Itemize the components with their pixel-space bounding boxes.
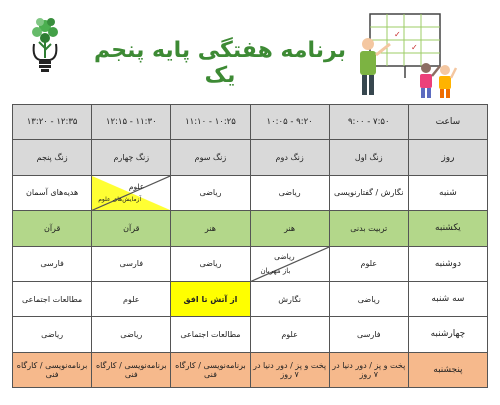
- bell-cell: زنگ پنجم: [13, 140, 92, 175]
- page-header: [0, 0, 500, 100]
- split-class-cell: [250, 246, 329, 281]
- weekly-schedule-table: [12, 104, 488, 388]
- class-cell: علوم: [329, 246, 408, 281]
- class-cell: فارسی: [13, 246, 92, 281]
- time-cell: ۹:۲۰ - ۱۰:۰۵: [250, 105, 329, 140]
- class-cell: پخت و پز / دور دنیا در ۷ روز: [250, 352, 329, 387]
- bell-cell: زنگ اول: [329, 140, 408, 175]
- class-cell: ریاضی: [92, 317, 171, 352]
- bell-cell: زنگ سوم: [171, 140, 250, 175]
- class-cell: هدیه‌های آسمان: [13, 175, 92, 210]
- page-title: برنامه هفتگی پایه پنجم یک: [93, 38, 346, 88]
- table-row-monday: [13, 246, 488, 281]
- split-class-cell: [92, 175, 171, 210]
- table-row-bells: [13, 140, 488, 175]
- time-cell: ۱۰:۲۵ - ۱۱:۱۰: [171, 105, 250, 140]
- day-name: سه شنبه: [408, 281, 487, 316]
- class-cell: ریاضی: [250, 175, 329, 210]
- day-name: چهارشنبه: [408, 317, 487, 352]
- bell-cell: زنگ دوم: [250, 140, 329, 175]
- class-cell: ریاضی: [13, 317, 92, 352]
- table-row-tuesday: [13, 281, 488, 316]
- highlighted-class-cell: از آتش تا افق: [171, 281, 250, 316]
- class-cell: هنر: [250, 211, 329, 246]
- class-cell: ریاضی: [329, 281, 408, 316]
- time-cell: ۷:۵۰ - ۹:۰۰: [329, 105, 408, 140]
- class-cell: فارسی: [92, 246, 171, 281]
- class-cell: علوم: [250, 317, 329, 352]
- class-cell: تربیت بدنی: [329, 211, 408, 246]
- class-cell: برنامه‌نویسی / کارگاه فنی: [171, 352, 250, 387]
- class-cell: هنر: [171, 211, 250, 246]
- class-cell: برنامه‌نویسی / کارگاه فنی: [13, 352, 92, 387]
- class-cell: برنامه‌نویسی / کارگاه فنی: [92, 352, 171, 387]
- class-cell: مطالعات اجتماعی: [13, 281, 92, 316]
- class-cell: نگارش / گفتارنویسی: [329, 175, 408, 210]
- time-cell: ۱۱:۳۰ - ۱۲:۱۵: [92, 105, 171, 140]
- split-cell: [92, 176, 170, 210]
- table-row-wednesday: [13, 317, 488, 352]
- row-header-day: روز: [408, 140, 487, 175]
- class-cell: قرآن: [13, 211, 92, 246]
- day-name: شنبه: [408, 175, 487, 210]
- bell-cell: زنگ چهارم: [92, 140, 171, 175]
- svg-text:✓: ✓: [411, 43, 418, 52]
- class-cell: فارسی: [329, 317, 408, 352]
- split-cell-top-text: ریاضی: [274, 251, 295, 261]
- row-header-times: ساعت: [408, 105, 487, 140]
- class-cell: مطالعات اجتماعی: [171, 317, 250, 352]
- time-cell: ۱۲:۳۵ - ۱۳:۲۰: [13, 105, 92, 140]
- split-cell: [251, 247, 329, 281]
- class-cell: پخت و پز / دور دنیا در ۷ روز: [329, 352, 408, 387]
- lightbulb-tree-icon: [28, 14, 62, 76]
- day-name: پنجشنبه: [408, 352, 487, 387]
- day-name: دوشنبه: [408, 246, 487, 281]
- split-cell-bottom-text: آزمایش‌های علوم: [98, 196, 142, 204]
- table-row-saturday: [13, 175, 488, 210]
- class-cell: ریاضی: [171, 175, 250, 210]
- split-cell-bottom-text: باز مهربان: [260, 266, 291, 275]
- day-name: یکشنبه: [408, 211, 487, 246]
- split-cell-top-text: علوم: [128, 181, 145, 191]
- table-row-times: [13, 105, 488, 140]
- class-cell: قرآن: [92, 211, 171, 246]
- class-cell: نگارش: [250, 281, 329, 316]
- teacher-students-board-illustration: [350, 8, 460, 100]
- class-cell: علوم: [92, 281, 171, 316]
- table-row-thursday: [13, 352, 488, 387]
- table-row-sunday: [13, 211, 488, 246]
- svg-text:✓: ✓: [394, 30, 401, 39]
- class-cell: ریاضی: [171, 246, 250, 281]
